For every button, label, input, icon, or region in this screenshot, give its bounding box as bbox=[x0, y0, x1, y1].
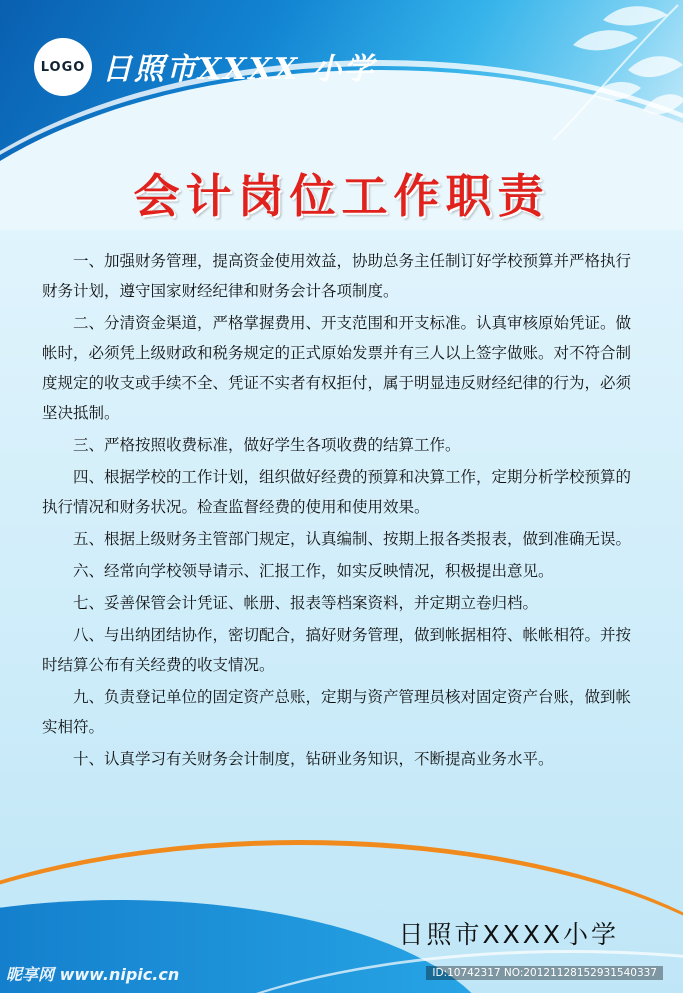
duty-item-3: 三、严格按照收费标准，做好学生各项收费的结算工作。 bbox=[73, 436, 461, 454]
duty-item-4: 四、根据学校的工作计划，组织做好经费的预算和决算工作，定期分析学校预算的执行情况和财务状况。检查监督经费的使用和使用效果。 bbox=[42, 468, 632, 516]
duty-item-8: 八、与出纳团结协作，密切配合，搞好财务管理，做到帐据相符、帐帐相符。并按时结算公布有关经费的收支情况。 bbox=[42, 626, 632, 674]
duty-item-2: 二、分清资金渠道，严格掌握费用、开支范围和开支标准。认真审核原始凭证。做帐时，必须凭上级财政和税务规定的正式原始发票并有三人以上签字做账。对不符合制度规定的收支或手续不全、凭证不实者有权拒付，属于明显违反财经纪律的行为，必须坚决抵制。 bbox=[42, 314, 632, 422]
duty-item-1: 一、加强财务管理，提高资金使用效益，协助总务主任制订好学校预算并严格执行财务计划，遵守国家财经纪律和财务会计各项制度。 bbox=[42, 252, 632, 300]
duty-item-5: 五、根据上级财务主管部门规定，认真编制、按期上报各类报表，做到准确无误。 bbox=[73, 530, 632, 548]
page-title: 会计岗位工作职责 bbox=[133, 169, 550, 223]
duty-item-7: 七、妥善保管会计凭证、帐册、报表等档案资料，并定期立卷归档。 bbox=[73, 594, 539, 612]
duty-item-6: 六、经常向学校领导请示、汇报工作，如实反映情况，积极提出意见。 bbox=[73, 562, 554, 580]
duty-list bbox=[42, 246, 642, 776]
footer-signature: 日照市XXXX小学 bbox=[398, 920, 619, 949]
watermark-site: 昵享网 www.nipic.cn bbox=[6, 965, 180, 984]
duty-item-10: 十、认真学习有关财务会计制度，钻研业务知识，不断提高业务水平。 bbox=[73, 750, 554, 768]
school-name: 日照市XXXX 小学 bbox=[102, 52, 376, 87]
logo: LOGO bbox=[34, 38, 92, 96]
leaf-decoration-icon bbox=[453, 0, 683, 150]
watermark-id: ID:10742317 NO:20121128152931540337 bbox=[426, 966, 663, 980]
duty-item-9: 九、负责登记单位的固定资产总账，定期与资产管理员核对固定资产台账，做到帐实相符。 bbox=[42, 688, 632, 736]
